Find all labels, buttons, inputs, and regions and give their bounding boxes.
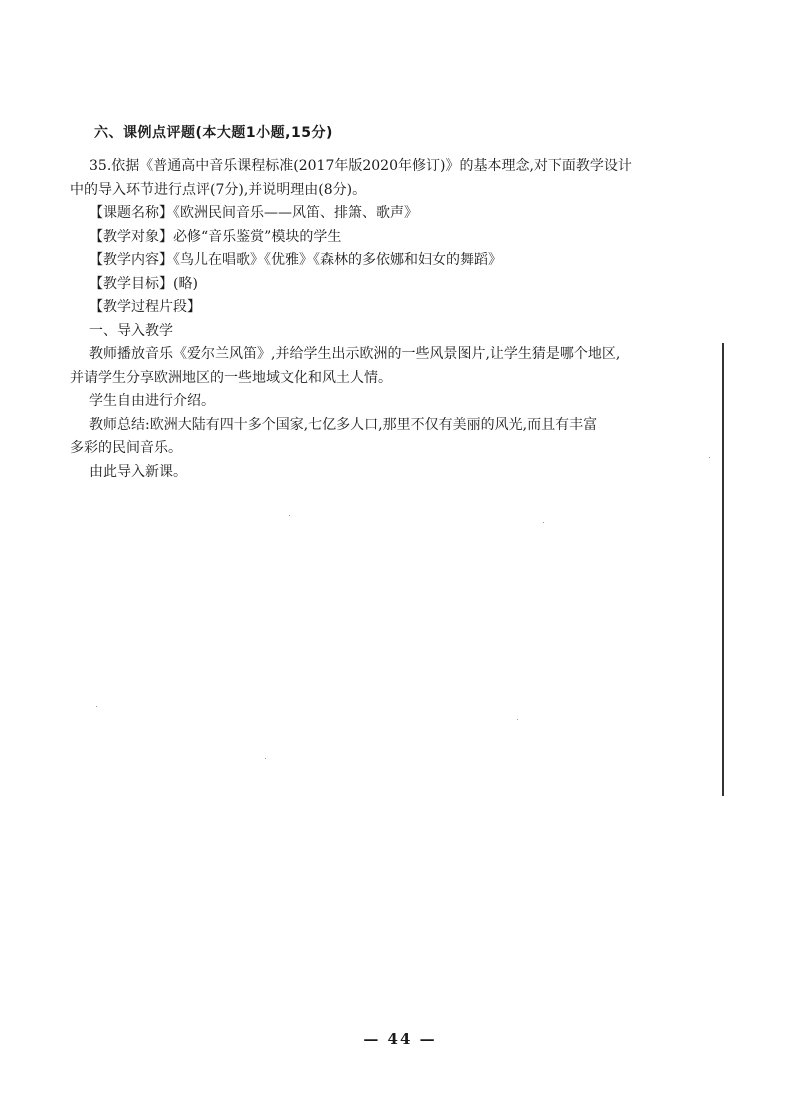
question-body bbox=[70, 155, 710, 484]
scan-speck bbox=[265, 758, 266, 759]
scan-speck bbox=[96, 706, 97, 707]
teacher-summary-line-2: 多彩的民间音乐。 bbox=[70, 440, 182, 456]
lead-into-lesson: 由此导入新课。 bbox=[89, 463, 187, 480]
lesson-content: 【教学内容】《鸟儿在唱歌》《优雅》《森林的多依娜和妇女的舞蹈》 bbox=[89, 252, 502, 268]
page-number: — 44 — bbox=[363, 1030, 437, 1048]
lesson-step-title: 一、导入教学 bbox=[89, 322, 173, 339]
students-introduce: 学生自由进行介绍。 bbox=[89, 393, 215, 409]
lesson-topic: 【课题名称】《欧洲民间音乐——风笛、排箫、歌声》 bbox=[89, 205, 418, 221]
teacher-plays-music-line-2: 并请学生分享欧洲地区的一些地域文化和风土人情。 bbox=[70, 369, 392, 386]
lesson-process-title: 【教学过程片段】 bbox=[89, 299, 201, 315]
section-heading: 六、课例点评题(本大题1小题,15分) bbox=[94, 125, 333, 141]
lesson-goal: 【教学目标】(略) bbox=[89, 275, 198, 292]
scan-speck bbox=[289, 515, 290, 516]
scan-speck bbox=[517, 719, 518, 720]
question-prompt-line-1: 35.依据《普通高中音乐课程标准(2017年版2020年修订)》的基本理念,对下面教学设计 bbox=[89, 158, 632, 174]
scan-speck bbox=[543, 522, 544, 523]
lesson-audience: 【教学对象】必修“音乐鉴赏”模块的学生 bbox=[89, 228, 342, 245]
question-prompt-line-2: 中的导入环节进行点评(7分),并说明理由(8分)。 bbox=[70, 181, 367, 198]
teacher-plays-music-line-1: 教师播放音乐《爱尔兰风笛》,并给学生出示欧洲的一些风景图片,让学生猜是哪个地区, bbox=[89, 346, 621, 362]
scan-speck bbox=[709, 457, 710, 458]
teacher-summary-line-1: 教师总结:欧洲大陆有四十多个国家,七亿多人口,那里不仅有美丽的风光,而且有丰富 bbox=[89, 416, 598, 433]
scan-margin-line bbox=[722, 343, 724, 796]
